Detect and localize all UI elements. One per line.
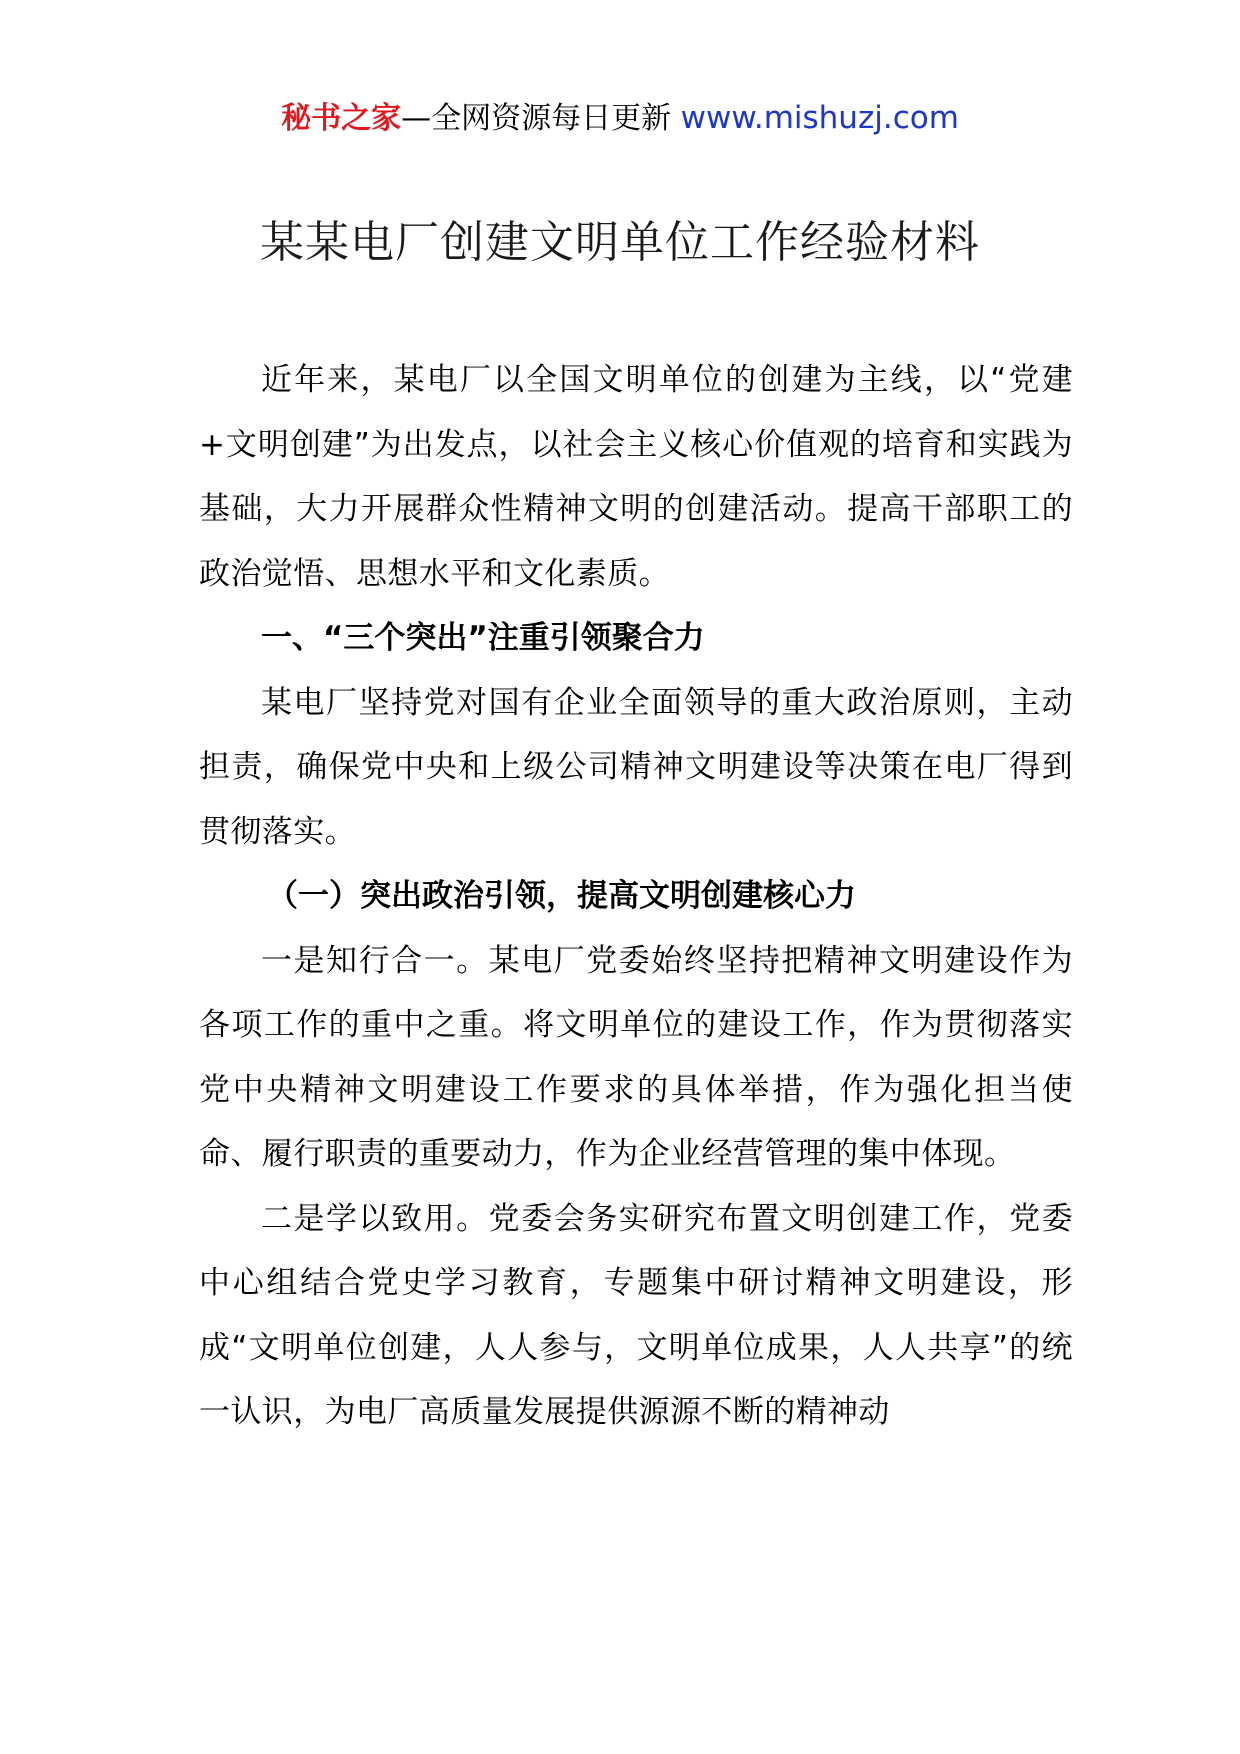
subsection-1-heading: （一）突出政治引领，提高文明创建核心力 (267, 878, 856, 914)
site-url-link[interactable]: www.mishuzj.com (680, 100, 959, 136)
brand-name: 秘书之家 (281, 101, 402, 136)
document-title: 某某电厂创建文明单位工作经验材料 (260, 217, 980, 268)
section-1-heading: 一、“三个突出”注重引领聚合力 (261, 620, 705, 656)
header-slogan: —全网资源每日更新 (401, 101, 672, 136)
document-body (199, 348, 1073, 1445)
intro-paragraph: 近年来，某电厂以全国文明单位的创建为主线，以“党建+文明创建”为出发点，以社会主义核心价值观的培育和实践为基础，大力开展群众性精神文明的创建活动。提高干部职工的政治觉悟、思想水平和文化素质。 (199, 362, 1073, 592)
page-header (0, 98, 1240, 139)
point-2-paragraph: 二是学以致用。党委会务实研究布置文明创建工作，党委中心组结合党史学习教育，专题集中研讨精神文明建设，形成“文明单位创建，人人参与，文明单位成果，人人共享”的统一认识，为电厂高质量发展提供源源不断的精神动 (199, 1200, 1073, 1430)
section-1-paragraph: 某电厂坚持党对国有企业全面领导的重大政治原则，主动担责，确保党中央和上级公司精神文明建设等决策在电厂得到贯彻落实。 (199, 684, 1073, 850)
point-1-paragraph: 一是知行合一。某电厂党委始终坚持把精神文明建设作为各项工作的重中之重。将文明单位的建设工作，作为贯彻落实党中央精神文明建设工作要求的具体举措，作为强化担当使命、履行职责的重要动力，作为企业经营管理的集中体现。 (199, 942, 1073, 1172)
